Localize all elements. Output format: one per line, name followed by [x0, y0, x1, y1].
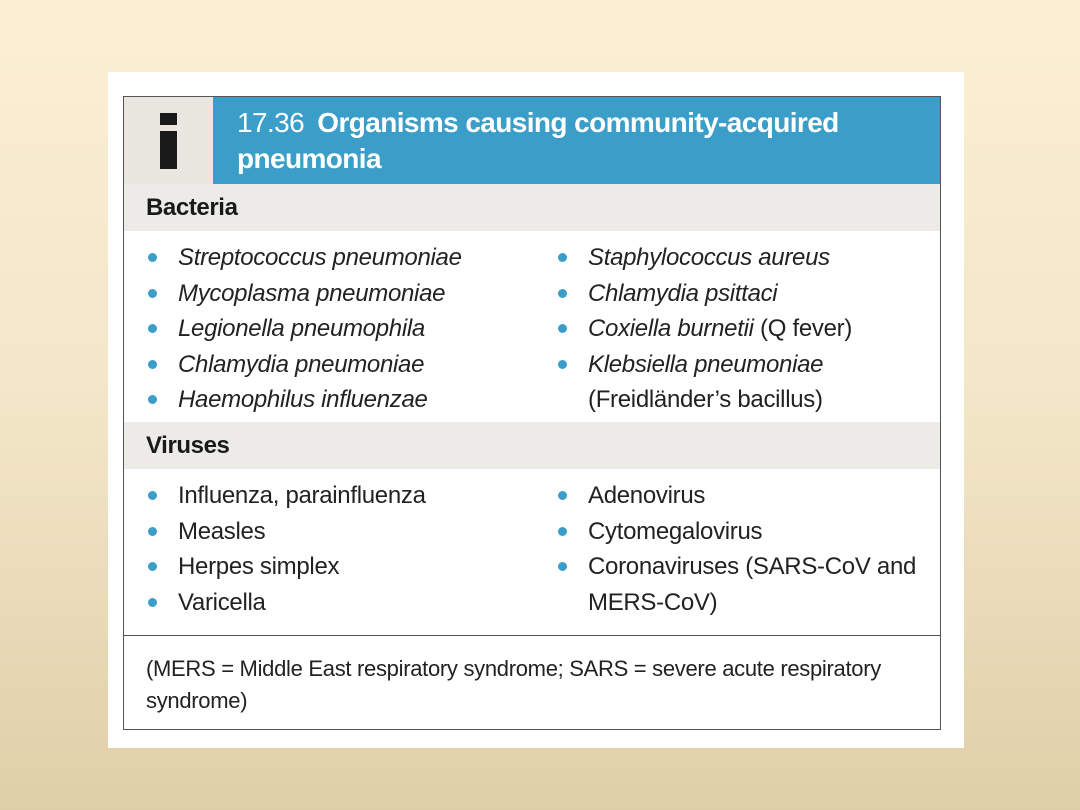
bullet-icon [148, 562, 157, 571]
bullet-icon [148, 253, 157, 262]
list-item: Cytomegalovirus [556, 514, 926, 550]
bullet-icon [148, 491, 157, 500]
table-title-text: Organisms causing community-acquired pneumonia [237, 107, 839, 174]
bullet-icon [148, 598, 157, 607]
list-item: Herpes simplex [146, 549, 536, 585]
info-table [123, 96, 941, 730]
viruses-list-right [556, 478, 926, 620]
section-heading-bacteria: Bacteria [124, 184, 940, 231]
list-item: Chlamydia pneumoniae [146, 347, 536, 383]
list-item: Klebsiella pneumoniae (Freidländer’s bacillus) [556, 347, 926, 418]
footer-divider [124, 635, 940, 636]
table-title [213, 97, 940, 184]
list-item: Coronaviruses (SARS-CoV and MERS-CoV) [556, 549, 926, 620]
list-item: Influenza, parainfluenza [146, 478, 536, 514]
bullet-icon [558, 491, 567, 500]
bullet-icon [148, 395, 157, 404]
section-heading-viruses: Viruses [124, 422, 940, 469]
info-icon [124, 97, 213, 184]
bullet-icon [148, 527, 157, 536]
bullet-icon [558, 289, 567, 298]
table-header [124, 97, 940, 184]
bullet-icon [148, 289, 157, 298]
info-letter-icon [149, 111, 189, 171]
bullet-icon [148, 360, 157, 369]
list-item: Staphylococcus aureus [556, 240, 926, 276]
bullet-icon [558, 562, 567, 571]
bullet-icon [558, 527, 567, 536]
bullet-icon [558, 324, 567, 333]
list-item: Measles [146, 514, 536, 550]
table-footnote: (MERS = Middle East respiratory syndrome; SARS = severe acute respiratory syndrome) [146, 656, 881, 713]
list-item: Haemophilus influenzae [146, 382, 536, 418]
bacteria-list-left [146, 240, 536, 418]
list-item: Adenovirus [556, 478, 926, 514]
list-item: Varicella [146, 585, 536, 621]
bacteria-list-right [556, 240, 926, 418]
bullet-icon [148, 324, 157, 333]
list-item: Legionella pneumophila [146, 311, 536, 347]
list-item: Coxiella burnetii (Q fever) [556, 311, 926, 347]
list-item: Streptococcus pneumoniae [146, 240, 536, 276]
table-number: 17.36 [237, 107, 305, 138]
bullet-icon [558, 360, 567, 369]
list-item: Mycoplasma pneumoniae [146, 276, 536, 312]
list-item: Chlamydia psittaci [556, 276, 926, 312]
bullet-icon [558, 253, 567, 262]
viruses-list-left [146, 478, 536, 620]
